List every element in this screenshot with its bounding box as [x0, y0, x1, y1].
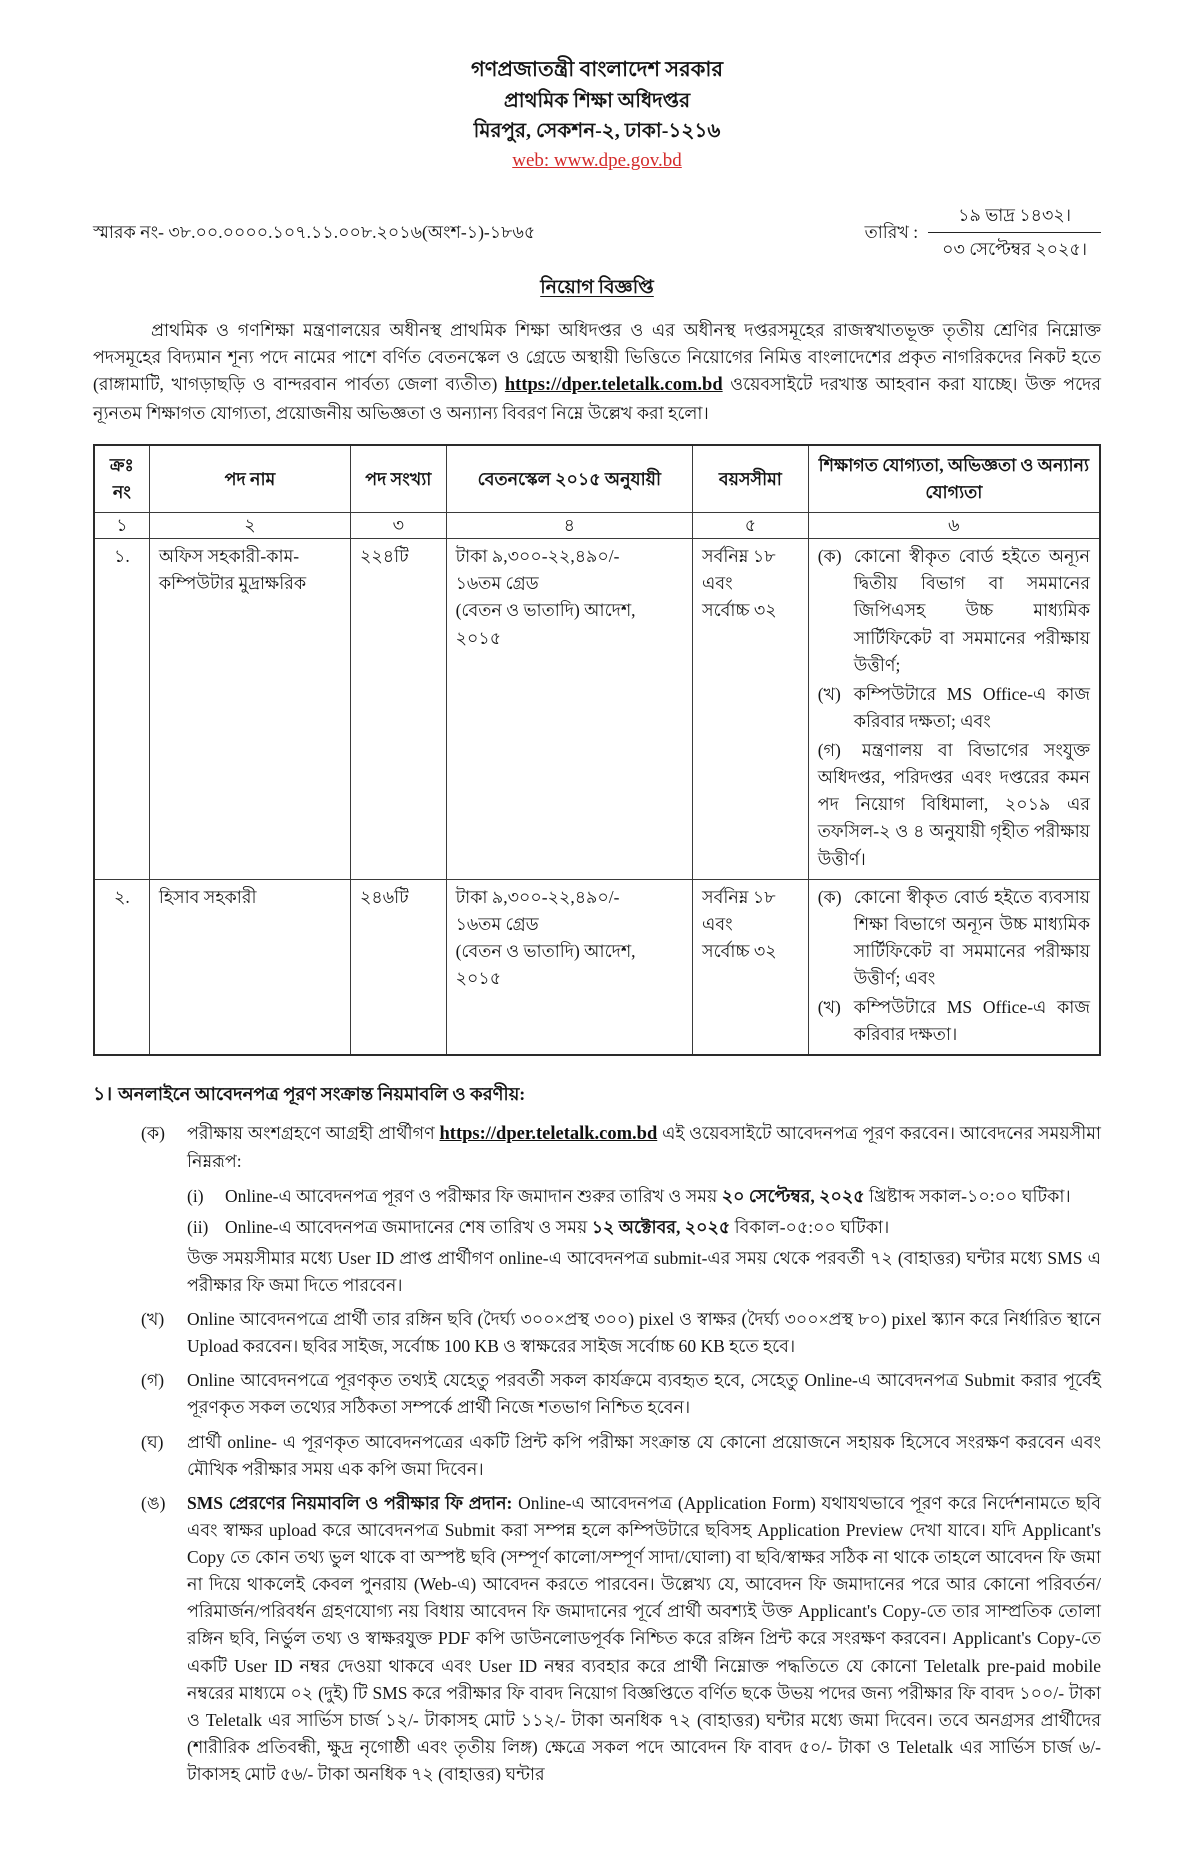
office-address: মিরপুর, সেকশন-২, ঢাকা-১২১৬	[473, 119, 721, 142]
col-header-serial: ক্রঃ নং	[94, 445, 149, 513]
row2-qualification	[808, 879, 1100, 1055]
list-item-gha: (ঘ) প্রার্থী online- এ পূরণকৃত আবেদনপত্রের একটি প্রিন্ট কপি পরীক্ষা সংক্রান্ত যে কোনো প্রয়োজনে সহায়ক হিসেবে সংরক্ষণ করবেন এবং মৌখিক পরীক্ষার সময় এক কপি জমা দিবেন।	[93, 1429, 1101, 1483]
ka-text-before: পরীক্ষায় অংশগ্রহণে আগ্রহী প্রার্থীগণ	[187, 1122, 435, 1143]
col-header-post-count: পদ সংখ্যা	[351, 445, 447, 513]
row2-serial: ২.	[94, 879, 149, 1055]
date-block	[865, 202, 1101, 263]
col-header-post-name: পদ নাম	[149, 445, 350, 513]
section1-heading	[93, 1080, 1101, 1109]
colnum-4: ৪	[446, 513, 692, 539]
col-header-qualification: শিক্ষাগত যোগ্যতা, অভিজ্ঞতা ও অন্যান্য যোগ্যতা	[808, 445, 1100, 513]
kha-text: Online আবেদনপত্রে প্রার্থী তার রঙ্গিন ছবি (দৈর্ঘ্য ৩০০×প্রস্থ ৩০০) pixel ও স্বাক্ষর (দৈর্ঘ্য ৩০০×প্রস্থ ৮০) pixel স্ক্যান করে নির্ধারিত স্থানে Upload করবেন। ছবির সাইজ, সর্বোচ্চ 100 KB ও স্বাক্ষরের সাইজ সর্বোচ্চ 60 KB হতে হবে।	[187, 1309, 1101, 1357]
colnum-3: ৩	[351, 513, 447, 539]
table-header-row	[94, 445, 1100, 513]
ka-note: উক্ত সময়সীমার মধ্যে User ID প্রাপ্ত প্রার্থীগণ online-এ আবেদনপত্র submit-এর সময় থেকে পরবর্তী ৭২ (বাহাত্তর) ঘন্টার মধ্যে SMS এ পরীক্ষার ফি জমা দিতে পারবেন।	[187, 1247, 1101, 1295]
list-item-ka: (ক) পরীক্ষায় অংশগ্রহণে আগ্রহী প্রার্থীগণ https://dper.teletalk.com.bd এই ওয়েবসাইটে আবেদনপত্র পূরণ করবেন। আবেদনের সময়সীমা নিম্নরূপ:	[141, 1122, 1102, 1172]
colnum-5: ৫	[693, 513, 809, 539]
list-item-kha: (খ) Online আবেদনপত্রে প্রার্থী তার রঙ্গিন ছবি (দৈর্ঘ্য ৩০০×প্রস্থ ৩০০) pixel ও স্বাক্ষর (দৈর্ঘ্য ৩০০×প্রস্থ ৮০) pixel স্ক্যান করে নির্ধারিত স্থানে Upload করবেন। ছবির সাইজ, সর্বোচ্চ 100 KB ও স্বাক্ষরের সাইজ সর্বোচ্চ 60 KB হতে হবে।	[93, 1306, 1101, 1360]
row1-age-limit: সর্বনিম্ন ১৮ এবং সর্বোচ্চ ৩২	[693, 539, 809, 880]
end-date: ১২ অক্টোবর, ২০২৫	[591, 1216, 731, 1237]
section1-number: ১।	[93, 1084, 113, 1106]
row1-post-count: ২২৪টি	[351, 539, 447, 880]
colnum-6: ৬	[808, 513, 1100, 539]
row1-qualification	[808, 539, 1100, 880]
intro-paragraph	[93, 317, 1101, 427]
sms-rules-text: Online-এ আবেদনপত্র (Application Form) যথাযথভাবে পূরণ করে নির্দেশনামতে ছবি এবং স্বাক্ষর upload করে আবেদনপত্র Submit করা সম্পন্ন হলে কম্পিউটারে ছবিসহ Application Preview দেখা যাবে। যদি Applicant's Copy তে কোন তথ্য ভুল থাকে বা অস্পষ্ট ছবি (সম্পূর্ণ কালো/সম্পূর্ণ সাদা/ঘোলা) বা ছবি/স্বাক্ষর সঠিক না থাকে তাহলে আবেদন ফি জমা না দিয়ে থাকলেই কেবল পুনরায় (Web-এ) আবেদন করতে পারবেন। উল্লেখ্য যে, আবেদন ফি জমাদানের পরে আর কোনো পরিবর্তন/পরিমার্জন/পরিবর্ধন গ্রহণযোগ্য নয় বিধায় আবেদন ফি জমাদানের পূর্বে প্রার্থী অবশ্যই উক্ত Applicant's Copy-তে তার সাম্প্রতিক তোলা রঙ্গিন ছবি, নির্ভুল তথ্য ও স্বাক্ষরযুক্ত PDF কপি ডাউনলোডপূর্বক নিশ্চিত করে রঙ্গিন প্রিন্ট করে সংরক্ষণ করবেন। Applicant's Copy-তে একটি User ID নম্বর দেওয়া থাকবে এবং User ID নম্বর ব্যবহার করে প্রার্থী নিম্নোক্ত পদ্ধতিতে যে কোনো Teletalk pre-paid mobile নম্বরের মাধ্যমে ০২ (দুই) টি SMS করে পরীক্ষার ফি বাবদ নিয়োগ বিজ্ঞপ্তিতে বর্ণিত ছকে উভয় পদের জন্য পরীক্ষার ফি বাবদ ১০০/- টাকা ও Teletalk এর সার্ভিস চার্জ ১২/- টাকাসহ মোট ১১২/- টাকা অনধিক ৭২ (বাহাত্তর) ঘন্টার মধ্যে জমা দিবেন। তবে অনগ্রসর প্রার্থীদের (শারীরিক প্রতিবন্ধী, ক্ষুদ্র নৃগোষ্ঠী এবং তৃতীয় লিঙ্গ) ক্ষেত্রে সকল পদে আবেদন ফি বাবদ ৫০/- টাকা ও Teletalk এর সার্ভিস চার্জ ৬/- টাকাসহ মোট ৫৬/- টাকা অনধিক ৭২ (বাহাত্তর) ঘন্টার	[187, 1492, 1101, 1785]
table-row-office-assistant	[94, 539, 1100, 880]
dpe-website-link[interactable]: web: www.dpe.gov.bd	[512, 149, 682, 171]
col-header-age-limit: বয়সসীমা	[693, 445, 809, 513]
row1-qual-b: (খ) কম্পিউটারে MS Office-এ কাজ করিবার দক্ষতা; এবং	[817, 683, 1090, 731]
row2-qual-b: (খ) কম্পিউটারে MS Office-এ কাজ করিবার দক্ষতা।	[817, 997, 1090, 1045]
application-website-link-2[interactable]: https://dper.teletalk.com.bd	[439, 1123, 658, 1144]
intro-text-before: প্রাথমিক ও গণশিক্ষা মন্ত্রণালয়ের অধীনস্থ প্রাথমিক শিক্ষা অধিদপ্তর ও এর অধীনস্থ দপ্তরসমূহের রাজস্বখাতভূক্ত তৃতীয় শ্রেণির নিম্নোক্ত পদসমূহের বিদ্যমান শূন্য পদে নামের পাশে বর্ণিত বেতনস্কেল ও গ্রেডে অস্থায়ী ভিত্তিতে নিয়োগের নিমিত্ত বাংলাদেশের প্রকৃত নাগরিকদের নিকট হতে (রাঙ্গামাটি, খাগড়াছড়ি ও বান্দরবান পার্বত্য জেলা ব্যতীত)	[93, 319, 1101, 394]
sms-rules-lead: SMS প্রেরণের নিয়মাবলি ও পরীক্ষার ফি প্রদান:	[187, 1492, 513, 1513]
date-stack	[928, 202, 1101, 263]
date-gregorian: ০৩ সেপ্টেম্বর ২০২৫।	[928, 232, 1101, 263]
gha-text: প্রার্থী online- এ পূরণকৃত আবেদনপত্রের একটি প্রিন্ট কপি পরীক্ষা সংক্রান্ত যে কোনো প্রয়োজনে সহায়ক হিসেবে সংরক্ষণ করবেন এবং মৌখিক পরীক্ষার সময় এক কপি জমা দিবেন।	[187, 1431, 1101, 1479]
list-item-ga: (গ) Online আবেদনপত্রে পূরণকৃত তথ্যই যেহেতু পরবর্তী সকল কার্যক্রমে ব্যবহৃত হবে, সেহেতু Online-এ আবেদনপত্র Submit করার পূর্বেই পূরণকৃত সকল তথ্যের সঠিকতা সম্পর্কে প্রার্থী নিজে শতভাগ নিশ্চিত হবেন।	[93, 1367, 1101, 1421]
row2-post-count: ২৪৬টি	[351, 879, 447, 1055]
government-name: গণপ্রজাতন্ত্রী বাংলাদেশ সরকার	[470, 57, 724, 81]
colnum-2: ২	[149, 513, 350, 539]
row2-payscale: টাকা ৯,৩০০-২২,৪৯০/- ১৬তম গ্রেড (বেতন ও ভাতাদি) আদেশ, ২০১৫	[446, 879, 692, 1055]
row1-post-name: অফিস সহকারী-কাম-কম্পিউটার মুদ্রাক্ষরিক	[149, 539, 350, 880]
date-bangla: ১৯ ভাদ্র ১৪৩২।	[958, 204, 1072, 225]
colnum-1: ১	[94, 513, 149, 539]
row1-serial: ১.	[94, 539, 149, 880]
intro-text-after: ওয়েবসাইটে দরখাস্ত আহবান করা যাচ্ছে। উক্ত পদের ন্যূনতম শিক্ষাগত যোগ্যতা, প্রয়োজনীয় অভিজ্ঞতা ও অন্যান্য বিবরণ নিম্নে উল্লেখ করা হলো।	[93, 373, 1102, 423]
row1-qual-a: (ক) কোনো স্বীকৃত বোর্ড হইতে অন্যূন দ্বিতীয় বিভাগ বা সমমানের জিপিএসহ উচ্চ মাধ্যমিক সার্টিফিকেট বা সমমানের পরীক্ষায় উত্তীর্ণ;	[817, 546, 1090, 675]
posts-table	[93, 444, 1101, 1056]
memo-row	[93, 202, 1101, 263]
directorate-name: প্রাথমিক শিক্ষা অধিদপ্তর	[503, 89, 691, 112]
sub-item-i: (i) Online-এ আবেদনপত্র পূরণ ও পরীক্ষার ফি জমাদান শুরুর তারিখ ও সময় ২০ সেপ্টেম্বর, ২০২৫ খ্রিষ্টাব্দ সকাল-১০:০০ ঘটিকা।	[187, 1185, 1071, 1206]
list-item-uma: (ঙ) SMS প্রেরণের নিয়মাবলি ও পরীক্ষার ফি প্রদান: Online-এ আবেদনপত্র (Application Form) যথাযথভাবে পূরণ করে নির্দেশনামতে ছবি এবং স্বাক্ষর upload করে আবেদনপত্র Submit করা সম্পন্ন হলে কম্পিউটারে ছবিসহ Application Preview দেখা যাবে। যদি Applicant's Copy তে কোন তথ্য ভুল থাকে বা অস্পষ্ট ছবি (সম্পূর্ণ কালো/সম্পূর্ণ সাদা/ঘোলা) বা ছবি/স্বাক্ষর সঠিক না থাকে তাহলে আবেদন ফি জমা না দিয়ে থাকলেই কেবল পুনরায় (Web-এ) আবেদন করতে পারবেন। উল্লেখ্য যে, আবেদন ফি জমাদানের পরে আর কোনো পরিবর্তন/পরিমার্জন/পরিবর্ধন গ্রহণযোগ্য নয় বিধায় আবেদন ফি জমাদানের পূর্বে প্রার্থী অবশ্যই উক্ত Applicant's Copy-তে তার সাম্প্রতিক তোলা রঙ্গিন ছবি, নির্ভুল তথ্য ও স্বাক্ষরযুক্ত PDF কপি ডাউনলোডপূর্বক নিশ্চিত করে রঙ্গিন প্রিন্ট করে সংরক্ষণ করবেন। Applicant's Copy-তে একটি User ID নম্বর দেওয়া থাকবে এবং User ID নম্বর ব্যবহার করে প্রার্থী নিম্নোক্ত পদ্ধতিতে যে কোনো Teletalk pre-paid mobile নম্বরের মাধ্যমে ০২ (দুই) টি SMS করে পরীক্ষার ফি বাবদ নিয়োগ বিজ্ঞপ্তিতে বর্ণিত ছকে উভয় পদের জন্য পরীক্ষার ফি বাবদ ১০০/- টাকা ও Teletalk এর সার্ভিস চার্জ ১২/- টাকাসহ মোট ১১২/- টাকা অনধিক ৭২ (বাহাত্তর) ঘন্টার মধ্যে জমা দিবেন। তবে অনগ্রসর প্রার্থীদের (শারীরিক প্রতিবন্ধী, ক্ষুদ্র নৃগোষ্ঠী এবং তৃতীয় লিঙ্গ) ক্ষেত্রে সকল পদে আবেদন ফি বাবদ ৫০/- টাকা ও Teletalk এর সার্ভিস চার্জ ৬/- টাকাসহ মোট ৫৬/- টাকা অনধিক ৭২ (বাহাত্তর) ঘন্টার	[141, 1492, 1101, 1785]
letterhead	[93, 54, 1101, 176]
table-row-accounts-assistant	[94, 879, 1100, 1055]
notice-title: নিয়োগ বিজ্ঞপ্তি	[540, 277, 654, 299]
col-header-payscale: বেতনস্কেল ২০১৫ অনুযায়ী	[446, 445, 692, 513]
row2-age-limit: সর্বনিম্ন ১৮ এবং সর্বোচ্চ ৩২	[693, 879, 809, 1055]
section1-list	[93, 1120, 1101, 1788]
column-number-row	[94, 513, 1100, 539]
row2-post-name: হিসাব সহকারী	[149, 879, 350, 1055]
date-label: তারিখ :	[864, 221, 919, 242]
ga-text: Online আবেদনপত্রে পূরণকৃত তথ্যই যেহেতু পরবর্তী সকল কার্যক্রমে ব্যবহৃত হবে, সেহেতু Online-এ আবেদনপত্র Submit করার পূর্বেই পূরণকৃত সকল তথ্যের সঠিকতা সম্পর্কে প্রার্থী নিজে শতভাগ নিশ্চিত হবেন।	[187, 1370, 1101, 1418]
row1-payscale: টাকা ৯,৩০০-২২,৪৯০/- ১৬তম গ্রেড (বেতন ও ভাতাদি) আদেশ, ২০১৫	[446, 539, 692, 880]
application-website-link[interactable]: https://dper.teletalk.com.bd	[504, 374, 723, 395]
row2-qual-a: (ক) কোনো স্বীকৃত বোর্ড হইতে ব্যবসায় শিক্ষা বিভাগে অন্যূন উচ্চ মাধ্যমিক সার্টিফিকেট বা সমমানের পরীক্ষায় উত্তীর্ণ; এবং	[817, 886, 1090, 988]
memo-number: স্মারক নং- ৩৮.০০.০০০০.১০৭.১১.০০৮.২০১৬(অংশ-১)-১৮৬৫	[93, 221, 536, 242]
section1-heading-text: অনলাইনে আবেদনপত্র পূরণ সংক্রান্ত নিয়মাবলি ও করণীয়:	[118, 1084, 526, 1105]
start-date: ২০ সেপ্টেম্বর, ২০২৫	[721, 1185, 865, 1206]
ka-text-after: এই ওয়েবসাইটে আবেদনপত্র পূরণ করবেন। আবেদনের সময়সীমা নিম্নরূপ:	[187, 1122, 1102, 1172]
sub-item-ii: (ii) Online-এ আবেদনপত্র জমাদানের শেষ তারিখ ও সময় ১২ অক্টোবর, ২০২৫ বিকাল-০৫:০০ ঘটিকা।	[187, 1216, 890, 1237]
row1-qual-c: (গ) মন্ত্রণালয় বা বিভাগের সংযুক্ত অধিদপ্তর, পরিদপ্তর এবং দপ্তরের কমন পদ নিয়োগ বিধিমালা, ২০১৯ এর তফসিল-২ ও ৪ অনুযায়ী গৃহীত পরীক্ষায় উত্তীর্ণ।	[817, 740, 1090, 869]
